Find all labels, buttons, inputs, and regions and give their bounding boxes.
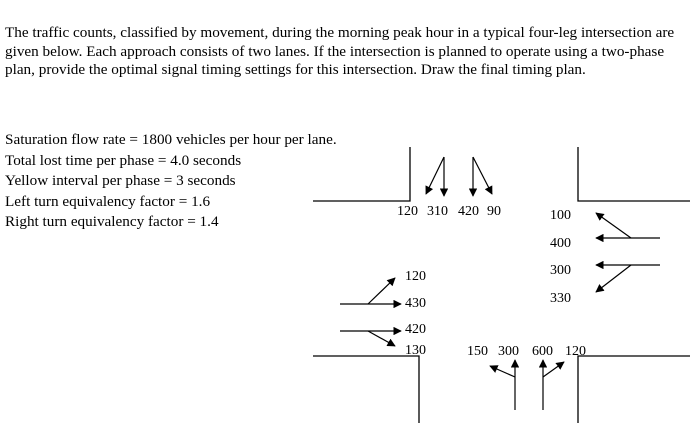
east-volume-left: 330 [550, 291, 571, 306]
north-left-turn-arrow [473, 157, 492, 194]
south-volume-right: 120 [565, 344, 586, 359]
west-right-turn-arrow [368, 331, 395, 346]
curb-northeast [578, 147, 690, 201]
south-volume-through-2: 600 [532, 344, 553, 359]
east-approach-arrows [596, 213, 660, 292]
curb-lines [313, 147, 690, 423]
south-approach-arrows [490, 360, 564, 410]
north-volume-right: 120 [397, 204, 418, 219]
curb-southwest [313, 356, 419, 423]
param-yellow-interval: Yellow interval per phase = 3 seconds [5, 172, 236, 190]
north-volume-through-1: 310 [427, 204, 448, 219]
south-right-turn-arrow [543, 362, 564, 377]
north-volume-left: 90 [487, 204, 501, 219]
param-left-turn-factor: Left turn equivalency factor = 1.6 [5, 192, 211, 210]
north-right-turn-arrow [426, 157, 444, 194]
curb-southeast [578, 356, 690, 423]
problem-statement: The traffic counts, classified by movement, during the morning peak hour in a typical four-leg intersection are given below. Each approach consists of two lanes. If the intersection is planned to operate using a two-phase plan, provide the optimal signal timing settings for this intersection. Draw the final timing plan. [5, 24, 675, 78]
param-lost-time: Total lost time per phase = 4.0 seconds [5, 151, 242, 169]
east-right-turn-arrow [596, 213, 631, 238]
west-volume-through-2: 420 [405, 322, 426, 337]
south-volume-left: 150 [467, 344, 488, 359]
north-approach-arrows [426, 157, 492, 196]
west-volume-through-1: 430 [405, 296, 426, 311]
south-volume-through-1: 300 [498, 344, 519, 359]
curb-northwest [313, 147, 410, 201]
south-left-turn-arrow [490, 366, 515, 377]
param-saturation-flow: Saturation flow rate = 1800 vehicles per hour per lane. [5, 131, 337, 148]
east-volume-through-2: 300 [550, 263, 571, 278]
west-volume-left: 120 [405, 269, 426, 284]
west-approach-arrows [340, 278, 401, 346]
east-volume-right: 100 [550, 208, 571, 223]
east-left-turn-arrow [596, 265, 631, 292]
east-volume-through-1: 400 [550, 236, 571, 251]
west-volume-right: 130 [405, 343, 426, 358]
north-volume-through-2: 420 [458, 204, 479, 219]
param-right-turn-factor: Right turn equivalency factor = 1.4 [5, 213, 219, 231]
west-left-turn-arrow [368, 278, 395, 304]
